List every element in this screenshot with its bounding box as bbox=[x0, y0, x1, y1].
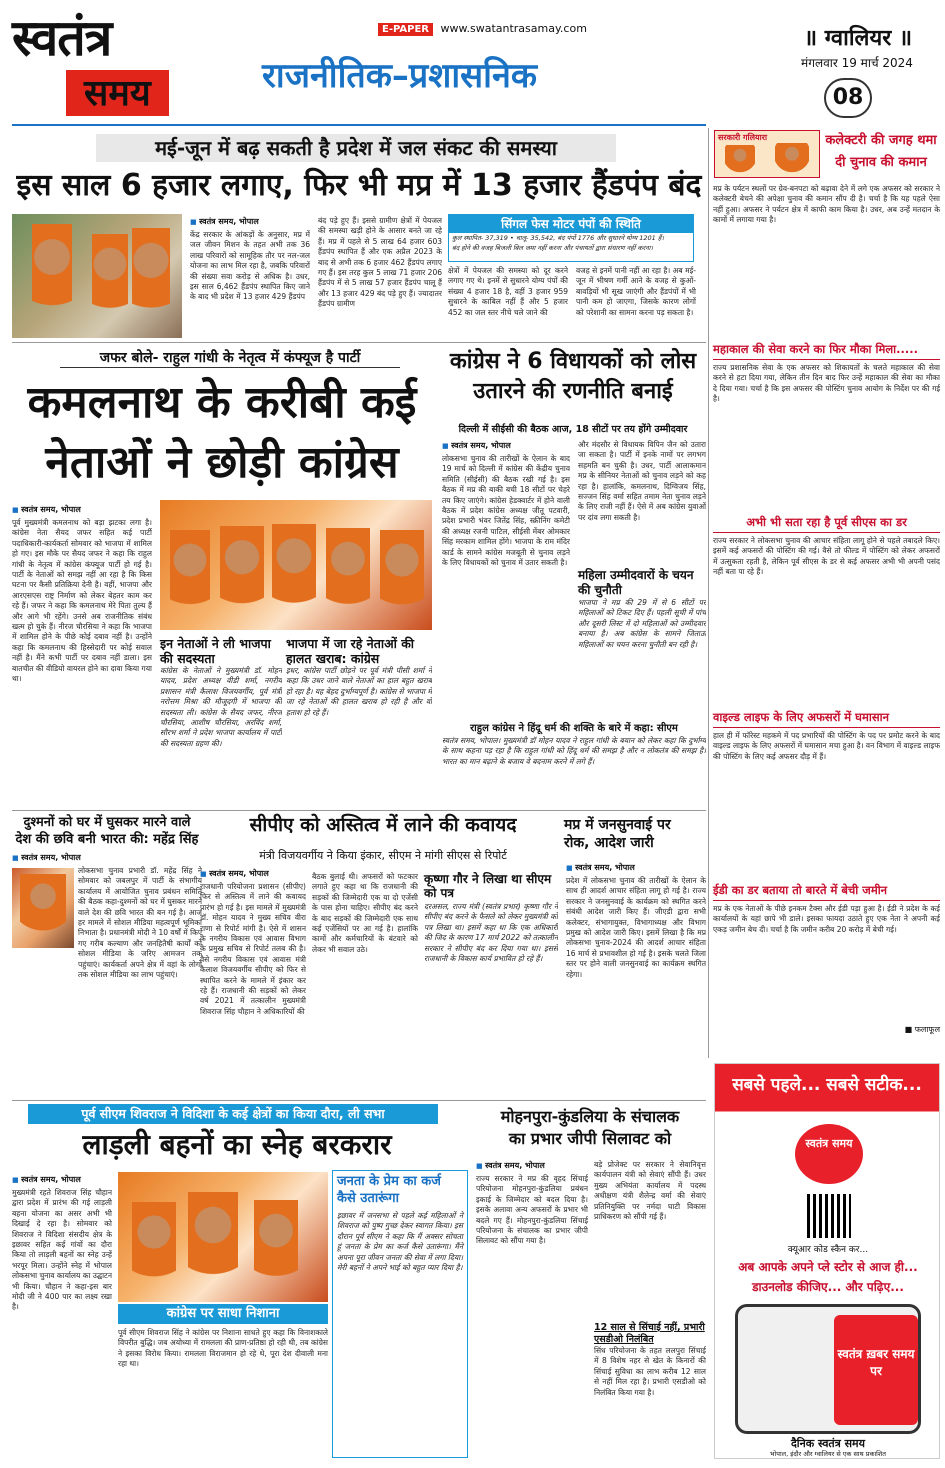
column-divider bbox=[708, 128, 709, 1058]
lead-byline: ■ स्वतंत्र समय, भोपाल bbox=[190, 216, 310, 227]
cpa-col1-text: राजधानी परियोजना प्रशासन (सीपीए) फिर से अस्तित्व में लाने की कवायद प्रारंभ हो गई है। इस मामले में मुख्यमंत्री डॉ. मोहन यादव ने मुख्य सचिव वीरा राणा से रिपोर्ट मांगी है। ऐसे में शासन के नगरीय विकास एवं आवास विभाग के प्रमुख सचिव से रिपोर्ट तलब की है। वैसे नगरीय विकास एवं आवास मंत्री कैलाश विजयवर्गीय सीपीए को फिर से स्थापित करने के मामले में इंकार कर रहे हैं। राजधानी की सड़कों को लेकर वर्ष 2021 में तत्कालीन मुख्यमंत्री शिवराज सिंह चौहान ने अधिकारियों की bbox=[200, 882, 306, 1016]
mohanpura-headline-line2: का प्रभार जीपी सिलावट को bbox=[508, 1129, 672, 1148]
janasunwai-headline bbox=[564, 816, 706, 852]
lead-col4-text: वजह से इनमें पानी नहीं आ रहा है। अब मई-जून में भीषण गर्मी आने के वजह से कुओं-बावड़ियों भी सूख जाएंगी और हैंडपंपों में भी पानी कम हो जाएगा, जिसके कारण लोगों को परेशानी का सामना करना पड़ सकता है। bbox=[576, 266, 696, 317]
ladli-body bbox=[12, 1174, 112, 1460]
cpa-byline: ■ स्वतंत्र समय, भोपाल bbox=[200, 868, 306, 879]
congress-headline-line1: कांग्रेस ने 6 विधायकों को लोस bbox=[449, 349, 697, 374]
sidebar-sub3: वाइल्ड लाइफ के लिए अफसरों में घमासान bbox=[713, 708, 940, 728]
sidebar-sub4: ईडी का डर बताया तो बारते में बेची जमीन bbox=[713, 881, 940, 901]
ladli-text: मुख्यमंत्री रहते शिवराज सिंह चौहान द्वारा प्रदेश में प्रारंभ की गई लाड़ली बहना योजना का असर अभी भी दिखाई दे रहा है। सोमवार को शिवराज ने विदिशा संसदीय क्षेत्र के इछावर सहित कई गांवों का दौरा किया तो लाड़ली बहनों का स्नेह उन्हें भरपूर मिला। उन्होंने स्नेह में भोपाल लोकसभा चुनाव कार्यालय का उद्घाटन भी किया। चौहान ने कहा-इस बार मोदी जी ने 400 पार का लक्ष्य रखा है। bbox=[12, 1188, 112, 1312]
ladli-kicker: पूर्व सीएम शिवराज ने विदिशा के कई क्षेत्रों का किया दौरा, ली सभा bbox=[28, 1104, 438, 1124]
kamalnath-headline-line2: नेताओं ने छोड़ी कांग्रेस bbox=[45, 437, 399, 488]
epaper-tag: E-PAPER bbox=[378, 23, 433, 36]
sidebar-p4: हाल ही में फॉरेस्ट महकमे में पद प्रभारियों की पोस्टिंग के पद पर प्रमोट करने के बाद वाइल्ड लाइफ के लिए अफसरों में घमासान मचा हुआ है। वन विभाग में वाइल्ड लाइफ की पोस्टिंग के लिए कई अफसर दौड़ में हैं। bbox=[713, 731, 940, 761]
sidebar-sub2: अभी भी सता रहा है पूर्व सीएस का डर bbox=[713, 513, 940, 533]
rahul-text: स्वतंत्र समय, भोपाल। मुख्यमंत्री डॉ मोहन यादव ने राहुल गांधी के बयान को लेकर कहा कि दुर्भाग्य के साथ कहना पड़ रहा है कि राहुल गांधी को हिंदू धर्म की समझ है और न लोकतंत्र की समझ है। भारत का मान बढ़ाने के बजाय वे बदनाम करने में लगे हैं। bbox=[442, 736, 706, 766]
ad-tagline: सबसे पहले... सबसे सटीक... bbox=[732, 1075, 922, 1095]
qr-code-icon[interactable] bbox=[807, 1194, 851, 1238]
shivraj-photo bbox=[118, 1172, 328, 1302]
lead-col2-text: बंद पड़े हुए हैं। इससे ग्रामीण क्षेत्रों में पेयजल की समस्या खड़ी होने के आसार बनते जा रहे हैं। मप्र में पहले से 5 लाख 64 हजार 603 हैंडपंप स्थापित हैं और एक अप्रैल 2023 के बाद से अभी तक 6 हजार 462 हैंडपंप लगाए गए हैं। इस तरह कुल 5 लाख 71 हजार 206 हैंडपंप में से 5 लाख 57 हजार हैंडपंप चालू हैं और 13 हजार 429 बंद पड़े हुए हैं। ज्यादातर हैंडपंप ग्रामीण bbox=[318, 216, 442, 309]
mahendra-byline: ■ स्वतंत्र समय, भोपाल bbox=[12, 852, 202, 863]
janasunwai-text: प्रदेश में लोकसभा चुनाव की तारीखों के ऐलान के साथ ही आदर्श आचार संहिता लागू हो गई है। राज्य सरकार ने जनसुनवाई के कार्यक्रम को स्थगित करने संबंधी आदेश जारी किए हैं। जीएडी द्वारा सभी कलेक्टर, संभागायुक्त, विभागाध्यक्ष और विभाग प्रमुख को आदेश जारी किए। इसमें लिखा है कि मप्र लोकसभा चुनाव-2024 की आदर्श आचार संहिता 16 मार्च से प्रभावशील हो गई है। इसके चलते जिला स्तर पर होने वाली जनसुनवाई का कार्यक्रम स्थगित रहेगा। bbox=[566, 876, 706, 979]
ladli-sub: कांग्रेस पर साधा निशाना bbox=[118, 1304, 328, 1324]
congress-subhead: दिल्ली में सीईसी की बैठक आज, 18 सीटों पर तय होंगे उम्मीदवार bbox=[458, 424, 688, 435]
kamalnath-sub1: इन नेताओं ने ली भाजपा की सदस्यता bbox=[160, 636, 271, 666]
divider bbox=[12, 810, 706, 811]
section-title: राजनीतिक–प्रशासनिक bbox=[262, 56, 537, 96]
ad-line1: अब आपके अपने प्ले स्टोर से आज ही... bbox=[738, 1260, 918, 1274]
mahendra-body bbox=[12, 852, 202, 1098]
sidebar-column bbox=[713, 184, 940, 1035]
bjp-joining-photo bbox=[160, 500, 432, 630]
sidebar-headline bbox=[822, 130, 940, 174]
congress-sub-text: भाजपा ने मप्र की 29 में से 6 सीटों पर महिलाओं को टिकट दिए हैं। पहली सूची में पांच और दूसरी लिस्ट में दो महिलाओं को उम्मीदवार बनाया है। अब कांग्रेस के सामने जिताऊ महिलाओं का चयन करना चुनौती बन रही है। bbox=[578, 598, 706, 649]
mahendra-photo bbox=[12, 868, 74, 948]
mahendra-text: लोकसभा चुनाव प्रभारी डॉ. महेंद्र सिंह ने सोमवार को जबलपुर में पार्टी के संभागीय कार्यालय में आयोजित चुनाव प्रबंधन समिति की बैठक कहा-दुश्मनों को घर में घुसकर मारने वाले देश की छवि भारत की बन गई है। आज हर मामले में सोशल मीडिया महत्वपूर्ण भूमिका निभाता है। प्रधानमंत्री मोदी ने 10 वर्षों में किए गए गरीब कल्याण और जनहितैषी कार्यों को सोशल मीडिया के जरिए आमजन तक पहुंचाएं। कार्यकर्ता अपने क्षेत्र में वहां के लोगों तक सोशल मीडिया का लाभ पहुंचाएं। bbox=[78, 866, 202, 980]
kamalnath-sub1-block bbox=[160, 636, 282, 804]
sidebar-headline-line2: दी चुनाव की कमान bbox=[835, 155, 927, 170]
divider bbox=[12, 1100, 706, 1101]
mahendra-headline-line2: देश की छवि बनी भारत की: महेंद्र सिंह bbox=[15, 832, 199, 847]
kamalnath-sub2-text: इधर, कांग्रेस पार्टी छोड़ने पर पूर्व मंत्री पीसी शर्मा ने कहा कि उधर जाने वाले नेताओं का हाल बहुत खराब हो रहा है। यह बेहद दुर्भाग्यपूर्ण है। कांग्रेस से भाजपा में जा रहे नेताओं की हालत खराब हो रही है और वो हताश हो रहे हैं। bbox=[286, 666, 432, 717]
ad-footer1: दैनिक स्वतंत्र समय bbox=[790, 1437, 866, 1450]
lead-col3-text: क्षेत्रों में पेयजल की समस्या को दूर करने लगाए गए थे। इनमें से सुधारने योग्य पंपों की संख्या 4 हजार 18 है, वहीं 3 हजार 959 सुधारने के काबिल नहीं हैं और 5 हजार 452 का जल स्तर नीचे चले जाने की bbox=[448, 266, 568, 317]
cpa-subhead: मंत्री विजयवर्गीय ने किया इंकार, सीएम ने मांगी सीएस से रिपोर्ट bbox=[259, 849, 507, 862]
pump-box-line1: कुल स्थापित- 37,319 • चालू- 35,542, बंद पंपों 1776 और सुधारने योग्य 1201 हैं। bbox=[452, 234, 664, 242]
congress-sub: महिला उम्मीदवारों के चयन की चुनौती bbox=[578, 568, 694, 597]
lead-headline: इस साल 6 हजार लगाए, फिर भी मप्र में 13 हजार हैंडपंप बंद bbox=[16, 168, 702, 203]
ladli-box-title: जनता के प्रेम का कर्ज कैसे उतारूंगा bbox=[333, 1171, 467, 1209]
page-number: 08 bbox=[824, 78, 872, 118]
mohanpura-col1 bbox=[476, 1160, 588, 1458]
ladli-byline: ■ स्वतंत्र समय, भोपाल bbox=[12, 1174, 112, 1185]
ladli-headline: लाड़ली बहनों का स्नेह बरकरार bbox=[82, 1128, 392, 1161]
ladli-sub-text: पूर्व सीएम शिवराज सिंह ने कांग्रेस पर निशाना साधते हुए कहा कि विनाशकाले विपरीत बुद्धि। जब अयोध्या में रामलला की प्राण-प्रतिष्ठा हो रही थी, तब कांग्रेस ने इसका विरोध किया। रामलला विराजमान हो रहे थे, पूरा देश दीवाली मना रहा था। bbox=[118, 1328, 328, 1369]
cpa-sub: कृष्णा गौर ने लिखा था सीएम को पत्र bbox=[424, 872, 552, 900]
sidebar-p2: राज्य प्रशासनिक सेवा के एक अफसर को शिकायतों के चलते महाकाल की सेवा करने से हटा दिया गया, लेकिन तीन दिन बाद फिर उन्हें महाकाल की सेवा का मौका दे दिया गया। चर्चा है कि इस अफसर की पोस्टिंग चुनाव आयोग के निर्देश पर की गई है। bbox=[713, 363, 940, 404]
phone-screen-text: स्वतंत्र ख़बर समय पर bbox=[834, 1315, 918, 1425]
mohanpura-sub: 12 साल से सिंचाई नहीं, प्रभारी एसडीओ निलंबित bbox=[594, 1322, 705, 1345]
ad-line2: डाउनलोड कीजिए... और पढ़िए... bbox=[752, 1280, 904, 1294]
ladli-box bbox=[332, 1170, 468, 1458]
edition-city: ॥ ग्वालियर ॥ bbox=[803, 26, 913, 51]
cpa-sub-block bbox=[424, 872, 558, 1098]
lead-kicker: मई-जून में बढ़ सकती है प्रदेश में जल संकट की समस्या bbox=[155, 136, 557, 160]
congress-headline-line2: उतारने की रणनीति बनाई bbox=[473, 379, 673, 404]
pump-box-line2: बंद होने की वजह बिजली बिल जमा नहीं करना और पंचायतों द्वारा संधारण नहीं करना। bbox=[452, 244, 653, 252]
janasunwai-headline-line2: रोक, आदेश जारी bbox=[564, 835, 654, 851]
mohanpura-headline bbox=[474, 1106, 706, 1150]
kamalnath-kicker: जफर बोले- राहुल गांधी के नेतृत्व में कंफ्यूज है पार्टी bbox=[60, 348, 400, 368]
janasunwai-body bbox=[566, 862, 706, 1098]
mohanpura-byline: ■ स्वतंत्र समय, भोपाल bbox=[476, 1160, 588, 1171]
mohanpura-col1-text: राज्य सरकार ने मप्र की वृहद सिंचाई परियोजना मोहनपुरा-कुंडलिया प्रबंधन इकाई के जिम्मेदार को बदल दिया है। इसके अलावा अन्य अफसरों के प्रभार भी बदले गए हैं। मोहनपुरा-कुंडलिया सिंचाई परियोजना के संचालक का प्रभार जीपी सिलावट को सौंपा गया है। bbox=[476, 1174, 588, 1246]
ladli-box-text: इछावर में जनसभा से पहले कई महिलाओं ने शिवराज को पुष्प गुच्छ देकर स्वागत किया। इस दौरान पूर्व सीएम ने कहा कि मैं अक्सर सोचता हूं जनता के प्रेम का कर्ज कैसे उतारूंगा। मैंने अपना पूरा जीवन जनता की सेवा में लगा दिया। मेरी बहनों ने अपने भाई को बहुत प्यार दिया है। bbox=[337, 1211, 463, 1273]
kamalnath-sub2-block bbox=[286, 636, 432, 804]
lead-col1-text: केंद्र सरकार के आंकड़ों के अनुसार, मप्र में जल जीवन मिशन के तहत अभी तक 36 लाख परिवारों को सामूहिक तौर पर नल-जल योजना का लाभ मिल रहा है, जबकि परिवारों की संख्या सवा करोड़ से अधिक है। उधर, इस साल 6,462 हैंडपंप स्थापित किए जाने के बाद भी प्रदेश में 13 हजार 429 हैंडपंप bbox=[190, 230, 310, 302]
kamalnath-headline-line1: कमलनाथ के करीबी कई bbox=[27, 377, 417, 428]
lead-col1 bbox=[190, 216, 310, 336]
cpa-col2-text: बैठक बुलाई थी। अफसरों को फटकार लगाते हुए कहा था कि राजधानी की सड़कों की जिम्मेदारी एक या दो एजेंसी के पास होना चाहिए। सीपीए बंद करने के बाद सड़कों की जिम्मेदारी एक साथ कई एजेंसियों पर आ गई है। हालांकि कामों और कर्मचारियों के बंटवारे को लेकर भी सवाल उठे। bbox=[312, 872, 418, 954]
cpa-sub-text: दरअसल, राज्य मंत्री (स्वतंत्र प्रभार) कृष्णा गौर ने सीपीए बंद करने के फैसले को लेकर मुख्यमंत्री को पत्र लिखा था। इसमें कहा था कि एक अधिकारी की जिद के कारण 17 मार्च 2022 को तत्कालीन सरकार ने सीपीए बंद कर दिया गया था। इससे राजधानी के विकास कार्य प्रभावित हो रहे हैं। bbox=[424, 902, 558, 964]
site-url[interactable]: www.swatantrasamay.com bbox=[440, 22, 587, 35]
cartoon-box bbox=[714, 130, 820, 178]
congress-col1-text: लोकसभा चुनाव की तारीखों के ऐलान के बाद 19 मार्च को दिल्ली में कांग्रेस की केंद्रीय चुनाव समिति (सीईसी) की बैठक रखी गई है। इस बैठक में मप्र की बाकी बची 18 सीटों पर चेहरे तय किए जाएंगे। कांग्रेस हेडक्वार्टर में होने वाली बैठक में प्रदेश कांग्रेस अध्यक्ष जीतू पटवारी, प्रदेश प्रभारी भंवर जितेंद्र सिंह, स्क्रीनिंग कमेटी की अध्यक्ष रजनी पाटिल, सीईसी मेंबर ओमकार सिंह मरकाम शामिल होंगे। भाजपा के राम मंदिर कार्ड के सामने कांग्रेस मजबूती से चुनाव लड़ने के लिए विधायकों को चुनाव में उतार सकती है। bbox=[442, 454, 570, 568]
header-divider bbox=[12, 124, 706, 126]
kamalnath-byline: ■ स्वतंत्र समय, भोपाल bbox=[12, 504, 152, 515]
ad-logo: स्वतंत्र समय bbox=[795, 1124, 863, 1184]
congress-col1 bbox=[442, 440, 570, 716]
congress-col2 bbox=[578, 440, 706, 716]
divider bbox=[12, 342, 706, 343]
sidebar-signature: ■ फलाफूल bbox=[904, 1025, 940, 1034]
mahendra-headline bbox=[12, 814, 202, 848]
kamalnath-text: पूर्व मुख्यमंत्री कमलनाथ को बड़ा झटका लगा है। कांग्रेस नेता सैयद जफर सहित कई पार्टी पदाधिकारी-कार्यकर्ता सोमवार को भाजपा में शामिल हो गए। इस मौके पर सैयद जफर ने कहा कि राहुल गांधी के नेतृत्व में कांग्रेस कंफ्यूज पार्टी हो गई है। पार्टी के नेताओं को समझ नहीं आ रहा है कि किस घटना पर कैसी प्रतिक्रिया देनी है। वहीं, भाजपा और आरएसएस राष्ट्र निर्माण को लेकर बेहतर काम कर रहे हैं। जफर ने कहा कि कमलनाथ मेरे पिता तुल्य हैं और आगे भी रहेंगे। उनसे अब राजनीतिक संबंध खत्म हो चुके हैं। नीरज चौरसिया ने कहा कि भाजपा में शामिल होने के पीछे कोई दबाव नहीं है। उन्होंने कहा कि कमलनाथ की हिस्सेदारी पर कोई सवाल नहीं है। मैंने कभी पार्टी पर दबाव नहीं डाला। इस बातचीत की वीडियो वायरल होने का दावा किया गया था। bbox=[12, 518, 152, 684]
edition-date: मंगलवार 19 मार्च 2024 bbox=[801, 56, 913, 70]
sidebar-p3: राज्य सरकार ने लोकसभा चुनाव की आचार संहिता लागू होने से पहले तबादले किए। इसमें कई अफसरों की पोस्टिंग की गई। वैसे तो फील्ड में पोस्टिंग को लेकर अफसरों में उत्सुकता रहती है, लेकिन पूर्व सीएस के डर से कई अफसर अभी भी अपनी पसंद नहीं बता पा रहे हैं। bbox=[713, 536, 940, 577]
epaper-bar bbox=[378, 22, 587, 35]
masthead-logo bbox=[12, 10, 194, 118]
pump-box-title: सिंगल फेस मोटर पंपों की स्थिति bbox=[449, 215, 693, 233]
sidebar-p5: मप्र के एक नेताओं के पीछे इनकम टैक्स और ईडी पड़ा हुआ है। ईडी ने प्रदेश के कई कार्यालयों के यहां छापे भी डाले। इसका फायदा उठाते हुए एक नेता ने अपनी कई एकड़ जमीन बेच दी। चर्चा है कि जमीन करीब 20 करोड़ में बेची गई। bbox=[713, 904, 940, 934]
janasunwai-headline-line1: मप्र में जनसुनवाई पर bbox=[564, 817, 671, 833]
kamalnath-sub1-text: कांग्रेस के नेताओं ने मुख्यमंत्री डॉ. मोहन यादव, प्रदेश अध्यक्ष वीडी शर्मा, नगरीय प्रशासन मंत्री कैलाश विजयवर्गीय, पूर्व मंत्री नरोत्तम मिश्रा की मौजूदगी में भाजपा की सदस्यता ली। कांग्रेस के सैयद जफर, नीरज चौरसिया, आशीष चौरसिया, अरविंद शर्मा, सौरभ शर्मा ने प्रदेश भाजपा कार्यालय में पार्टी की सदस्यता ग्रहण की। bbox=[160, 666, 282, 748]
masthead-line1: स्वतंत्र bbox=[12, 8, 112, 67]
mohanpura-sub-text: सिंध परियोजना के तहत ललपुरा सिंचाई में 8 विशेष नहर से खेत के किनारों की सिंचाई सुविधा का लाभ करीब 12 साल से नहीं मिल रहा है। प्रभारी एसडीओ को निलंबित किया गया है। bbox=[594, 1346, 706, 1397]
congress-col2-text: और मंदसौर से विधायक विपिन जैन को उतारा जा सकता है। पार्टी में इनके नामों पर लगभग सहमति बन चुकी है। उधर, पार्टी आलाकमान मप्र के सीनियर नेताओं को चुनाव लड़ने को कह रहा है। हालांकि, कमलनाथ, दिग्विजय सिंह, सज्जन सिंह वर्मा सहित तमाम नेता चुनाव लड़ने के लिए राजी नहीं हैं। ऐसे में अब कांग्रेस युवाओं पर दांव लगा सकती है। bbox=[578, 440, 706, 522]
sidebar-p1: मप्र के पर्यटन स्थलों पर ग्रेव-बनपटा को बढ़ावा देने में लगे एक अफसर को सरकार ने कलेक्टरी बेचने की अपेक्षा चुनाव की कमान सौंप दी है। चर्चा है कि यह पहले ऐसा नहीं हुआ। अफसर ने पर्यटन क्षेत्र में काफी काम किया है। उधर, अब उन्हें मतदान के कामों में लगाया गया है। bbox=[713, 184, 940, 225]
phone-graphic bbox=[735, 1304, 921, 1434]
pump-status-box bbox=[448, 214, 694, 262]
handpump-photo bbox=[12, 214, 182, 338]
cpa-headline: सीपीए को अस्तित्व में लाने की कवायद bbox=[249, 814, 517, 836]
masthead-line2: समय bbox=[66, 70, 169, 116]
congress-byline: ■ स्वतंत्र समय, भोपाल bbox=[442, 440, 570, 451]
cpa-col1 bbox=[200, 868, 306, 1098]
lead-kicker-bar bbox=[96, 134, 616, 162]
mohanpura-col2 bbox=[594, 1160, 706, 1458]
ad-scan-text: क्यूआर कोड स्कैन कर... bbox=[787, 1245, 869, 1255]
rahul-subhead: राहुल कांग्रेस ने हिंदू धर्म की शक्ति के बारे में कहा: सीएम bbox=[470, 723, 678, 734]
janasunwai-byline: ■ स्वतंत्र समय, भोपाल bbox=[566, 862, 706, 873]
ad-footer2: भोपाल, इंदौर और ग्वालियर से एक साथ प्रकाशित bbox=[770, 1450, 886, 1458]
cartoon-label: सरकारी गलियारा bbox=[718, 133, 768, 142]
mohanpura-col2-text: बड़े प्रोजेक्ट पर सरकार ने सेवानिवृत्त कार्यपालन यंत्री को सेवाएं सौंपी हैं। उधर मुख्य अभियंता कार्यालय में पदस्थ अधीक्षण यंत्री शैलेन्द्र वर्मा की सेवाएं प्रतिनियुक्ति पर नर्मदा घाटी विकास प्राधिकरण को सौंपी गई हैं। bbox=[594, 1160, 706, 1222]
app-advertisement[interactable] bbox=[714, 1063, 940, 1459]
mohanpura-headline-line1: मोहनपुरा-कुंडलिया के संचालक bbox=[500, 1107, 680, 1126]
sidebar-headline-line1: कलेक्टरी की जगह थमा bbox=[825, 133, 937, 148]
sidebar-sub1: महाकाल की सेवा करने का फिर मौका मिला..... bbox=[713, 340, 940, 360]
mahendra-headline-line1: दुश्मनों को घर में घुसकर मारने वाले bbox=[23, 815, 191, 830]
kamalnath-sub2: भाजपा में जा रहे नेताओं की हालत खराब: कांग्रेस bbox=[286, 636, 415, 666]
kamalnath-body bbox=[12, 504, 152, 804]
